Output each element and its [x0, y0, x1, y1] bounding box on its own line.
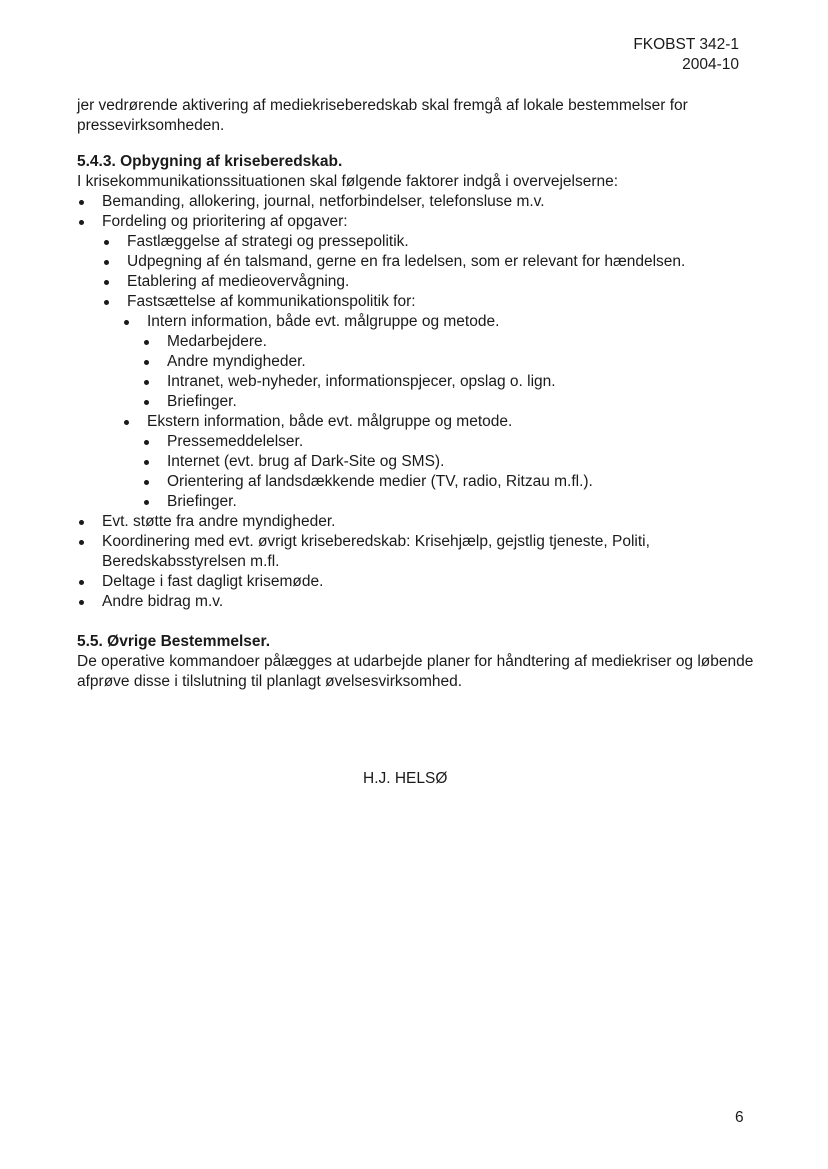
bullet-icon [144, 440, 149, 445]
bullet-icon [144, 340, 149, 345]
doc-id: FKOBST 342-1 [633, 36, 739, 53]
bullet-icon [79, 580, 84, 585]
section-heading: 5.4.3. Opbygning af kriseberedskab. [77, 153, 343, 170]
bullet-icon [79, 220, 84, 225]
section-heading: 5.5. Øvrige Bestemmelser. [77, 633, 271, 650]
list-item: Pressemeddelelser. [77, 432, 757, 452]
list-item: Orientering af landsdækkende medier (TV, radio, Ritzau m.fl.). [77, 472, 757, 492]
page-number: 6 [735, 1109, 744, 1126]
list-item: Ekstern information, både evt. målgruppe og metode. [77, 412, 757, 432]
list-item: Koordinering med evt. øvrigt kriseberedskab: Krisehjælp, gejstlig tjeneste, Politi, Beredskabsstyrelsen m.fl. [77, 532, 757, 572]
bullet-icon [79, 600, 84, 605]
signature: H.J. HELSØ [363, 770, 448, 787]
bullet-icon [104, 300, 109, 305]
bullet-icon [79, 540, 84, 545]
bullet-icon [124, 320, 129, 325]
list-item: Fastsættelse af kommunikationspolitik for: [77, 292, 757, 312]
list-item: Intranet, web-nyheder, informationspjecer, opslag o. lign. [77, 372, 757, 392]
bullet-icon [79, 520, 84, 525]
list-item: Deltage i fast dagligt krisemøde. [77, 572, 757, 592]
bullet-icon [79, 200, 84, 205]
bullet-icon [104, 240, 109, 245]
list-item: Intern information, både evt. målgruppe og metode. [77, 312, 757, 332]
list-item: Fordeling og prioritering af opgaver: [77, 212, 757, 232]
list-item: Briefinger. [77, 392, 757, 412]
list-item: Etablering af medieovervågning. [77, 272, 757, 292]
section-5-5 [77, 632, 757, 692]
list-item: Bemanding, allokering, journal, netforbindelser, telefonsluse m.v. [77, 192, 757, 212]
list-item: Briefinger. [77, 492, 757, 512]
bullet-icon [144, 400, 149, 405]
list-item: Andre bidrag m.v. [77, 592, 757, 612]
section-5-4-3 [77, 152, 757, 612]
bullet-icon [144, 480, 149, 485]
factor-list [77, 192, 757, 612]
bullet-icon [144, 360, 149, 365]
section-lead: I krisekommunikationssituationen skal følgende faktorer indgå i overvejelserne: [77, 173, 619, 190]
bullet-icon [144, 500, 149, 505]
list-item: Evt. støtte fra andre myndigheder. [77, 512, 757, 532]
document-reference [633, 35, 739, 75]
bullet-icon [144, 460, 149, 465]
list-item: Andre myndigheder. [77, 352, 757, 372]
list-item: Fastlæggelse af strategi og pressepolitik. [77, 232, 757, 252]
doc-date: 2004-10 [682, 56, 739, 73]
intro-paragraph: jer vedrørende aktivering af mediekriseberedskab skal fremgå af lokale bestemmelser for pressevirksomheden. [77, 97, 688, 134]
bullet-icon [124, 420, 129, 425]
bullet-icon [144, 380, 149, 385]
list-item: Udpegning af én talsmand, gerne en fra ledelsen, som er relevant for hændelsen. [77, 252, 757, 272]
list-item: Internet (evt. brug af Dark-Site og SMS). [77, 452, 757, 472]
list-item: Medarbejdere. [77, 332, 757, 352]
bullet-icon [104, 260, 109, 265]
section-paragraph: De operative kommandoer pålægges at udarbejde planer for håndtering af mediekriser og løbende afprøve disse i tilslutning til planlagt øvelsesvirksomhed. [77, 653, 754, 690]
bullet-icon [104, 280, 109, 285]
